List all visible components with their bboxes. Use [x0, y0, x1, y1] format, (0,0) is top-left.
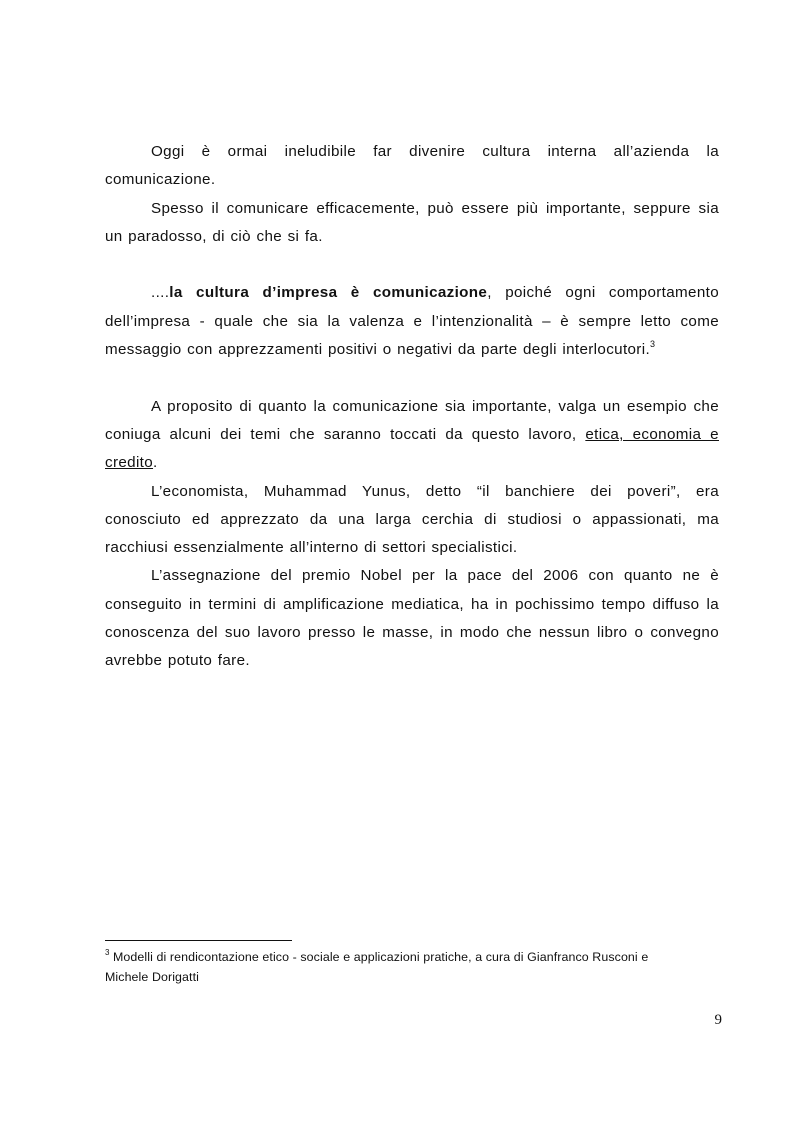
- footnote-number: 3: [105, 948, 110, 957]
- paragraph-1: Oggi è ormai ineludibile far divenire cultura interna all’azienda la comunicazione.: [105, 143, 719, 189]
- quote-rest: , poiché ogni comportamento dell’impresa - quale che sia la valenza e l’intenzionalità – è sempre letto come messaggio con apprezzamenti positivi o negativi da parte degli interlocutori.: [105, 284, 719, 359]
- underlined-phrase: etica, economia e credito: [105, 425, 719, 472]
- page-number: 9: [714, 1012, 722, 1028]
- body-text: [105, 138, 719, 676]
- paragraph-6: L’assegnazione del premio Nobel per la pace del 2006 con quanto ne è conseguito in termini di amplificazione mediatica, ha in pochissimo tempo diffuso la conoscenza del suo lavoro presso le masse, in modo che nessun libro o convegno avrebbe potuto fare.: [105, 567, 719, 670]
- paragraph-4-end: .: [153, 454, 158, 472]
- footnote: [105, 947, 685, 987]
- footnote-reference: 3: [650, 339, 656, 350]
- footnote-divider: [105, 940, 292, 941]
- footnote-text: Modelli di rendicontazione etico - sociale e applicazioni pratiche, a cura di Gianfranco Rusconi e Michele Dorigatti: [105, 950, 649, 984]
- paragraph-5: L’economista, Muhammad Yunus, detto “il banchiere dei poveri”, era conosciuto ed apprezzato da una larga cerchia di studiosi o appassionati, ma racchiusi essenzialmente all’interno di settori specialistici.: [105, 482, 719, 557]
- paragraph-4: [105, 393, 719, 478]
- quote-paragraph: [105, 279, 719, 364]
- quote-bold-text: la cultura d’impresa è comunicazione: [169, 284, 488, 302]
- paragraph-4-text: A proposito di quanto la comunicazione sia importante, valga un esempio che coniuga alcuni dei temi che saranno toccati da questo lavoro,: [105, 397, 719, 443]
- paragraph-2: Spesso il comunicare efficacemente, può essere più importante, seppure sia un paradosso, di ciò che si fa.: [105, 199, 719, 245]
- quote-ellipsis: ....: [151, 284, 170, 302]
